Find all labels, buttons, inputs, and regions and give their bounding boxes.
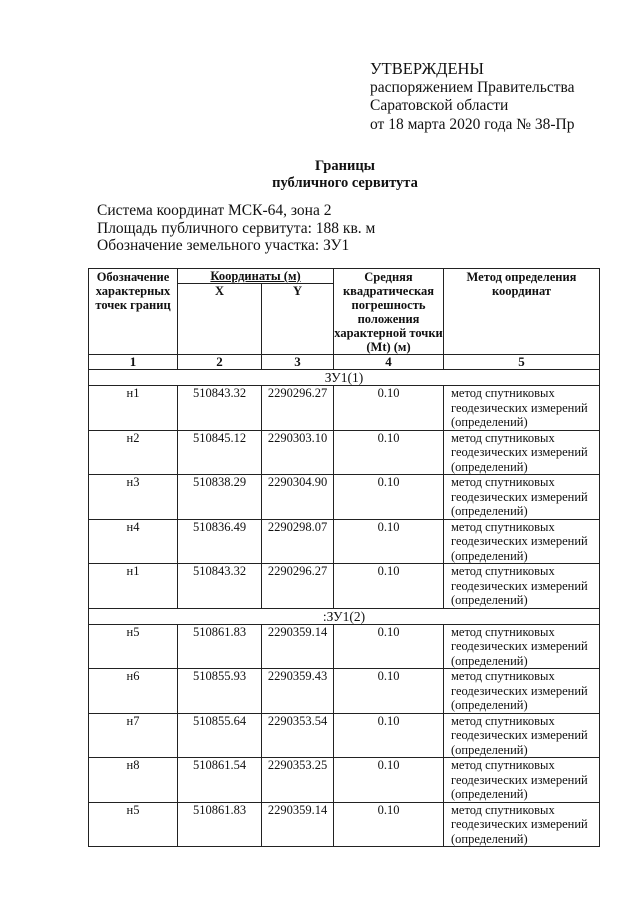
x-coordinate-cell: 510855.93 [178,669,262,714]
table-row [89,624,600,669]
point-name-cell: н2 [89,430,178,475]
y-coordinate-cell: 2290359.14 [262,624,334,669]
method-cell: метод спутниковых геодезических измерений (определений) [444,758,600,803]
point-name-cell: н7 [89,713,178,758]
header-coordinates [178,269,334,284]
approval-heading: УТВЕРЖДЕНЫ [370,59,484,78]
error-cell: 0.10 [334,386,444,431]
error-cell: 0.10 [334,758,444,803]
y-coordinate-cell: 2290359.14 [262,802,334,847]
approval-line-2: Саратовской области [370,97,509,114]
header-x: X [178,284,262,355]
error-cell: 0.10 [334,475,444,520]
y-coordinate-cell: 2290296.27 [262,386,334,431]
method-cell: метод спутниковых геодезических измерений (определений) [444,713,600,758]
col-number: 4 [334,355,444,370]
header-y: Y [262,284,334,355]
method-cell: метод спутниковых геодезических измерений (определений) [444,475,600,520]
group-label: ЗУ1(1) [89,370,600,386]
y-coordinate-cell: 2290304.90 [262,475,334,520]
group-row [89,370,600,386]
error-cell: 0.10 [334,713,444,758]
coord-system-text: Система координат МСК-64, зона 2 [97,202,332,219]
x-coordinate-cell: 510843.32 [178,386,262,431]
point-name-cell: н6 [89,669,178,714]
error-cell: 0.10 [334,802,444,847]
method-cell: метод спутниковых геодезических измерений (определений) [444,430,600,475]
col-number: 1 [89,355,178,370]
x-coordinate-cell: 510861.54 [178,758,262,803]
col-number: 3 [262,355,334,370]
point-name-cell: н8 [89,758,178,803]
table-row [89,564,600,609]
x-coordinate-cell: 510845.12 [178,430,262,475]
error-cell: 0.10 [334,624,444,669]
point-name-cell: н4 [89,519,178,564]
parcel-text: Обозначение земельного участка: ЗУ1 [97,237,350,254]
x-coordinate-cell: 510861.83 [178,624,262,669]
point-name-cell: н5 [89,624,178,669]
error-cell: 0.10 [334,519,444,564]
group-label: :ЗУ1(2) [89,608,600,624]
y-coordinate-cell: 2290353.54 [262,713,334,758]
error-cell: 0.10 [334,564,444,609]
method-cell: метод спутниковых геодезических измерений (определений) [444,564,600,609]
table-row [89,430,600,475]
approval-block [370,60,575,134]
point-name-cell: н3 [89,475,178,520]
coordinates-table [88,268,600,847]
method-cell: метод спутниковых геодезических измерений (определений) [444,519,600,564]
area-text: Площадь публичного сервитута: 188 кв. м [97,219,376,237]
error-cell: 0.10 [334,669,444,714]
header-coordinates-label: Координаты (м) [210,269,301,283]
x-coordinate-cell: 510843.32 [178,564,262,609]
error-cell: 0.10 [334,430,444,475]
y-coordinate-cell: 2290353.25 [262,758,334,803]
table-row [89,758,600,803]
x-coordinate-cell: 510855.64 [178,713,262,758]
col-number: 2 [178,355,262,370]
group-row [89,608,600,624]
point-name-cell: н5 [89,802,178,847]
x-coordinate-cell: 510838.29 [178,475,262,520]
header-error: Средняя квадратическая погрешность положения характерной точки (Mt) (м) [334,270,443,354]
method-cell: метод спутниковых геодезических измерений (определений) [444,386,600,431]
header-designation: Обозначение характерных точек границ [89,269,178,355]
col-number: 5 [444,355,600,370]
table-row [89,802,600,847]
point-name-cell: н1 [89,564,178,609]
method-cell: метод спутниковых геодезических измерений (определений) [444,802,600,847]
approval-line-1: распоряжением Правительства [370,78,575,96]
x-coordinate-cell: 510861.83 [178,802,262,847]
table-row [89,669,600,714]
title-line-1: Границы [314,158,375,174]
x-coordinate-cell: 510836.49 [178,519,262,564]
document-title [0,158,640,192]
approval-line-3: от 18 марта 2020 года № 38-Пр [370,115,575,133]
point-name-cell: н1 [89,386,178,431]
method-cell: метод спутниковых геодезических измерений (определений) [444,669,600,714]
y-coordinate-cell: 2290298.07 [262,519,334,564]
table-row [89,713,600,758]
method-cell: метод спутниковых геодезических измерений (определений) [444,624,600,669]
table-row [89,386,600,431]
title-line-2: публичного сервитута [272,175,418,191]
info-block [97,202,375,255]
y-coordinate-cell: 2290303.10 [262,430,334,475]
table-header-row [89,269,600,284]
table-row [89,519,600,564]
table-row [89,475,600,520]
header-method: Метод определения координат [444,269,600,355]
y-coordinate-cell: 2290296.27 [262,564,334,609]
column-number-row [89,355,600,370]
y-coordinate-cell: 2290359.43 [262,669,334,714]
